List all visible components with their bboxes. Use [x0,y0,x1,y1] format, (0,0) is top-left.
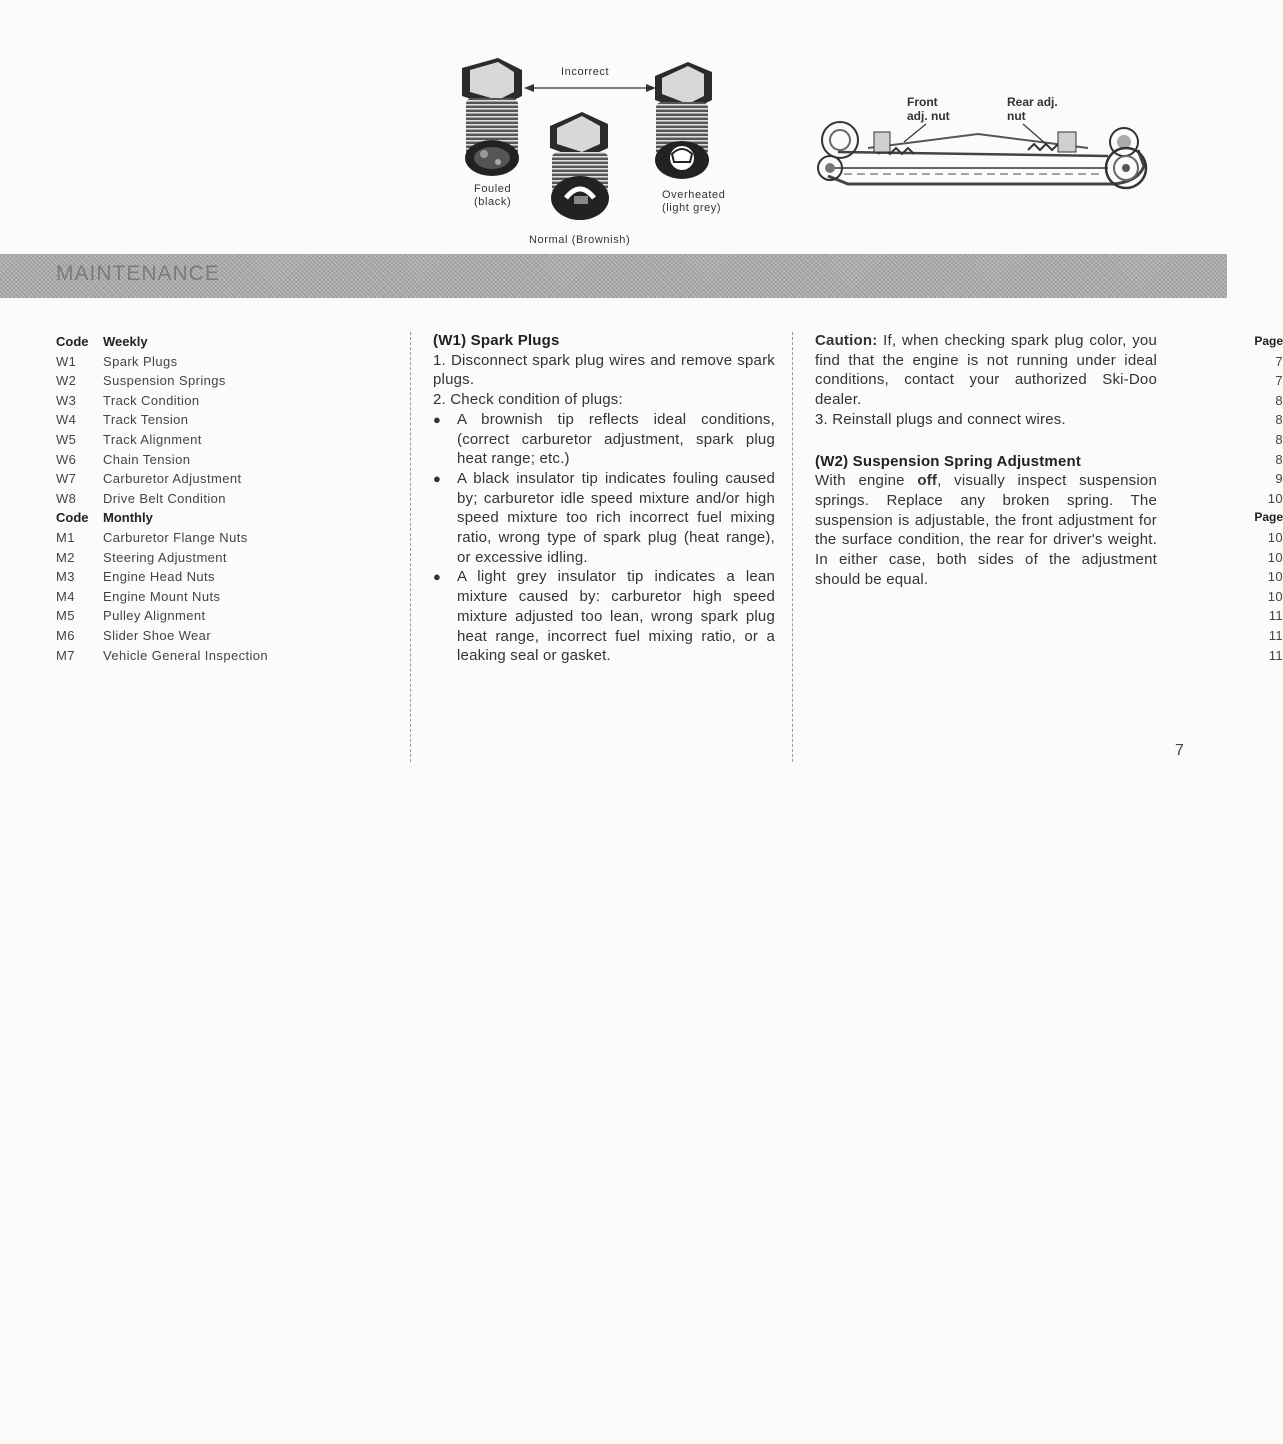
code-cell: W5 [56,431,77,447]
monthly-header-row [56,508,1283,528]
suspension-figure [808,88,1153,200]
name-cell: Slider Shoe Wear [103,627,212,643]
incorrect-label: Incorrect [561,66,610,78]
overheated-label-line2: (light grey) [662,202,722,214]
bullet-icon: ● [433,569,442,585]
fouled-label-line1: Fouled [474,183,512,195]
w1-step-2: 2. Check condition of plugs: [433,391,623,409]
table-row [56,548,1283,568]
code-cell: M4 [56,588,75,604]
page-cell: 11 [1268,608,1283,624]
table-row [56,626,1283,646]
w1-heading: (W1) Spark Plugs [433,332,560,349]
overheated-label [662,189,725,215]
bullet-icon: ● [433,470,442,486]
page-cell: 11 [1268,647,1283,663]
weekly-title: Weekly [103,334,148,349]
overheated-plug-icon [655,62,712,179]
spacer [815,430,1157,452]
code-cell: W8 [56,490,77,506]
page-cell: 9 [1275,471,1283,487]
code-cell: W7 [56,471,77,487]
page-cell: 8 [1275,431,1283,447]
bullet-item [433,469,775,568]
code-cell: M3 [56,569,75,585]
bullet-text: A light grey insulator tip indicates a lean mixture caused by: carburetor high speed mixture adjusted too lean, wrong spark plug heat range, incorrect fuel mixing ratio, or a leaking seal or gasket. [457,568,775,665]
page-cell: 10 [1267,588,1283,604]
name-cell: Vehicle General Inspection [103,647,269,663]
caution-and-suspension-section [815,331,1157,589]
rear-adj-nut-line1: Rear adj. [1007,95,1058,109]
code-cell: W2 [56,373,77,389]
w2-paragraph [815,471,1157,589]
normal-plug-icon [550,112,609,220]
code-cell: W1 [56,353,77,369]
rear-adj-nut-line2: nut [1007,109,1026,123]
name-cell: Suspension Springs [103,373,226,389]
column-divider [792,332,793,762]
normal-label: Normal (Brownish) [529,234,631,246]
spark-plugs-section [433,331,775,666]
front-adj-nut-line1: Front [907,95,938,109]
page-column-header: Page [1254,510,1283,525]
table-row [56,528,1283,548]
code-cell: W4 [56,412,77,428]
w2-heading: (W2) Suspension Spring Adjustment [815,452,1082,470]
front-adj-nut-label [907,95,950,123]
code-cell: M1 [56,529,75,545]
code-cell: M6 [56,627,75,643]
name-cell: Steering Adjustment [103,549,227,565]
name-cell: Track Alignment [103,431,202,447]
spark-plug-figure [440,48,770,253]
name-cell: Chain Tension [103,451,191,467]
suspension-illustration [808,88,1153,200]
page-cell: 7 [1275,373,1283,389]
page-cell: 7 [1275,353,1283,369]
table-row [56,587,1283,607]
code-column-header: Code [56,510,89,526]
bullet-text: A black insulator tip indicates fouling caused by; carburetor idle speed mixture and/or high speed mixture too rich incorrect fuel mixing ratio, wrong type of spark plug (heat range), or excessive idling. [457,469,775,566]
table-row [56,646,1283,666]
rear-adj-nut-label [1007,95,1058,123]
page-cell: 10 [1267,490,1283,506]
code-cell: M5 [56,608,75,624]
name-cell: Engine Mount Nuts [103,588,221,604]
overheated-label-line1: Overheated [662,189,726,201]
caution-text: If, when checking spark plug color, you find that the engine is not running under ideal conditions, contact your authorized Ski-Doo dealer. [815,332,1157,409]
section-banner [0,254,1227,298]
w1-step-1: 1. Disconnect spark plug wires and remove spark plugs. [433,351,775,389]
w2-text-before: With engine [815,472,918,490]
page-cell: 10 [1267,549,1283,565]
code-cell: M7 [56,647,75,663]
page-cell: 8 [1275,412,1283,428]
table-row [56,567,1283,587]
w2-text-bold: off [917,472,938,490]
bullet-text: A brownish tip reflects ideal conditions, (correct carburetor adjustment, spark plug heat range; etc.) [457,410,775,468]
caution-paragraph [815,331,1157,410]
bullet-item [433,410,775,469]
bullet-item [433,567,775,666]
name-cell: Drive Belt Condition [103,490,226,506]
table-row [56,371,1283,391]
caution-label: Caution: [815,332,878,349]
page-column-header: Page [1254,334,1283,348]
fouled-plug-icon [462,58,522,176]
table-row [56,606,1283,626]
front-adj-nut-line2: adj. nut [907,109,950,123]
code-cell: M2 [56,549,75,565]
fouled-label [474,183,511,209]
w1-step-3: 3. Reinstall plugs and connect wires. [815,410,1066,428]
name-cell: Pulley Alignment [103,608,206,624]
page-cell: 10 [1267,529,1283,545]
page-cell: 10 [1267,569,1283,585]
page-number: 7 [1175,742,1184,759]
name-cell: Track Condition [103,392,200,408]
bullet-icon: ● [433,411,442,427]
code-cell: W6 [56,451,77,467]
page-cell: 8 [1275,392,1283,408]
section-title: MAINTENANCE [56,262,220,285]
name-cell: Carburetor Flange Nuts [103,529,248,545]
name-cell: Spark Plugs [103,353,178,369]
name-cell: Track Tension [103,412,189,428]
table-row [56,430,1283,450]
name-cell: Engine Head Nuts [103,569,215,585]
fouled-label-line2: (black) [474,196,512,208]
w2-text-after: , visually inspect suspension springs. Replace any broken spring. The suspension is adjustable, the front adjustment for the surface condition, the rear for driver's weight. In either case, both sides of the adjustment should be equal. [815,472,1157,588]
name-cell: Carburetor Adjustment [103,471,242,487]
code-cell: W3 [56,392,77,408]
page-cell: 11 [1268,627,1283,643]
code-column-header: Code [56,334,89,349]
page-cell: 8 [1275,451,1283,467]
monthly-title: Monthly [103,510,153,526]
column-divider [410,332,411,762]
table-row [56,489,1283,509]
